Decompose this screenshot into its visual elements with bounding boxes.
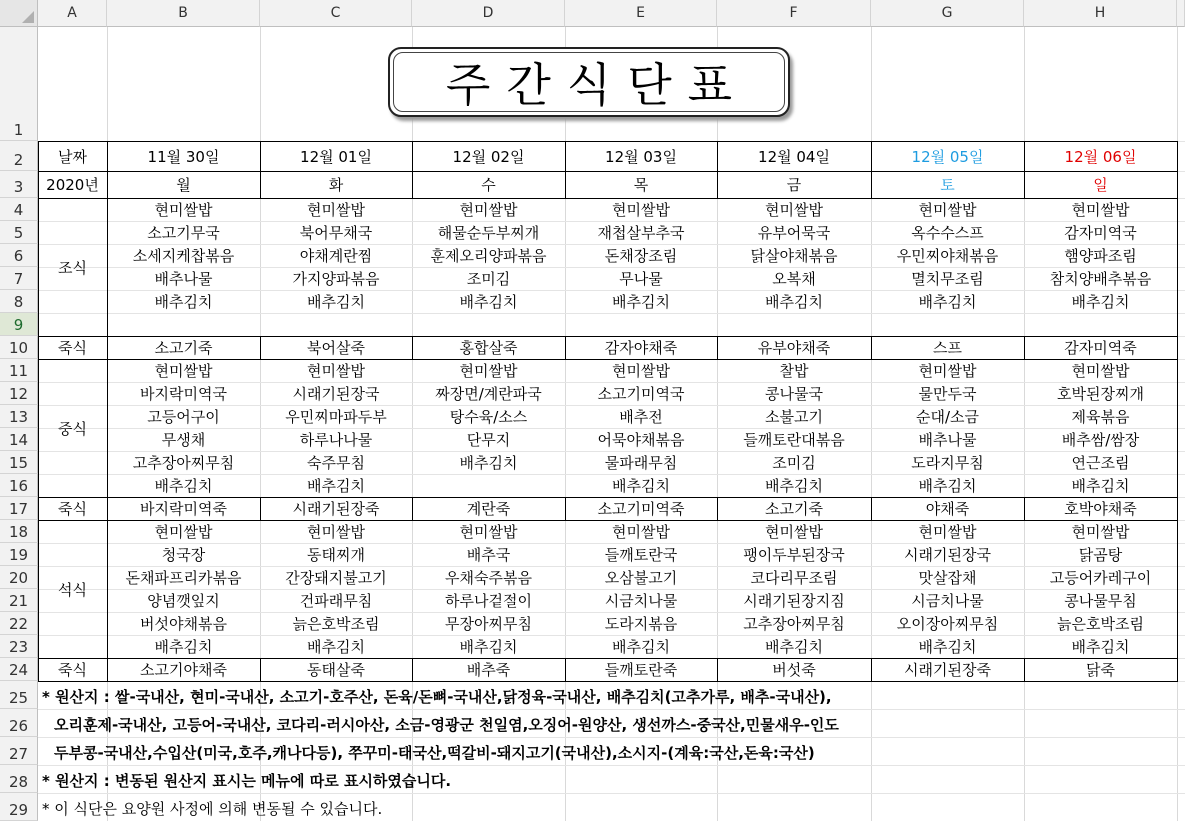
menu-cell[interactable]: 배추김치 (154, 293, 213, 311)
menu-cell[interactable]: 들깨토란죽 (604, 661, 678, 679)
menu-cell[interactable]: 유부야채죽 (757, 339, 831, 357)
menu-cell[interactable]: 소고기죽 (765, 500, 823, 518)
row-header[interactable]: 10 (0, 336, 38, 359)
menu-cell[interactable]: 배추국 (466, 546, 511, 564)
menu-cell[interactable]: 현미쌀밥 (612, 523, 670, 541)
meal-label[interactable]: 죽식 (58, 500, 87, 518)
menu-cell[interactable]: 북어무채국 (299, 224, 373, 242)
column-header[interactable]: E (565, 0, 717, 27)
menu-cell[interactable]: 우민찌마파두부 (285, 408, 387, 426)
row-header[interactable]: 20 (0, 566, 38, 589)
menu-cell[interactable]: 양념깻잎지 (147, 592, 220, 610)
table-border (38, 681, 1178, 682)
origin-note[interactable]: 오리훈제-국내산, 고등어-국내산, 코다리-러시아산, 소금-영광군 천일염,오징어-원양산, 생선까스-중국산,민물새우-인도 (54, 716, 839, 734)
meal-label[interactable]: 조식 (58, 258, 87, 277)
menu-cell[interactable]: 시래기된장지짐 (743, 592, 845, 610)
menu-cell[interactable]: 옥수수스프 (911, 224, 984, 242)
menu-cell[interactable]: 현미쌀밥 (765, 201, 823, 219)
row-header[interactable]: 28 (0, 765, 38, 793)
menu-cell[interactable]: 조미김 (772, 454, 816, 472)
row-header[interactable]: 14 (0, 428, 38, 451)
weekday-cell[interactable]: 토 (940, 176, 955, 194)
origin-note[interactable]: * 이 식단은 요양원 사정에 의해 변동될 수 있습니다. (42, 800, 383, 818)
menu-cell[interactable]: 닭죽 (1086, 661, 1115, 679)
menu-cell[interactable]: 어묵야채볶음 (597, 431, 685, 449)
select-all-corner[interactable] (0, 0, 38, 27)
menu-cell[interactable] (260, 313, 412, 336)
menu-cell[interactable]: 늙은호박조림 (292, 615, 380, 633)
menu-cell[interactable]: 배추김치 (1071, 638, 1130, 656)
menu-cell[interactable]: 오삼불고기 (604, 569, 678, 587)
menu-cell[interactable]: 야채죽 (925, 500, 970, 518)
menu-cell[interactable]: 현미쌀밥 (765, 523, 823, 541)
menu-cell[interactable] (565, 313, 717, 336)
menu-cell[interactable]: 배추김치 (918, 293, 977, 311)
menu-cell[interactable]: 하루나겉절이 (445, 592, 532, 610)
table-border (1177, 658, 1178, 682)
date-label[interactable]: 날짜 (58, 147, 87, 166)
year-label[interactable]: 2020년 (46, 176, 99, 194)
menu-cell[interactable]: 오복채 (772, 270, 816, 288)
menu-cell[interactable]: 배추김치 (154, 638, 213, 656)
row-header[interactable]: 8 (0, 290, 38, 313)
column-header[interactable]: A (38, 0, 107, 27)
row-header[interactable]: 4 (0, 198, 38, 221)
menu-cell[interactable]: 해물순두부찌개 (437, 224, 540, 242)
row-header[interactable]: 19 (0, 543, 38, 566)
table-border (1177, 497, 1178, 521)
menu-cell[interactable]: 도라지무침 (911, 454, 984, 472)
gridline (38, 793, 1185, 794)
row-header[interactable]: 27 (0, 737, 38, 765)
menu-cell[interactable]: 배추김치 (765, 293, 823, 311)
menu-cell[interactable]: 들깨토란대볶음 (743, 431, 845, 449)
origin-note[interactable]: * 원산지 : 변동된 원산지 표시는 메뉴에 따로 표시하였습니다. (42, 772, 452, 790)
gridline (38, 709, 1185, 710)
menu-cell[interactable]: 물파래무침 (604, 454, 678, 472)
menu-cell[interactable]: 배추전 (619, 408, 663, 426)
menu-cell[interactable]: 시래기된장국 (904, 546, 991, 564)
date-cell[interactable]: 12월 02일 (452, 147, 525, 166)
menu-cell[interactable]: 청국장 (161, 546, 206, 564)
menu-cell[interactable]: 닭곰탕 (1078, 546, 1123, 564)
menu-cell[interactable]: 늙은호박조림 (1057, 615, 1144, 633)
column-header-filler (1177, 0, 1185, 27)
menu-cell[interactable]: 현미쌀밥 (307, 523, 365, 541)
menu-cell[interactable]: 버섯야채볶음 (140, 615, 227, 633)
menu-cell[interactable]: 건파래무침 (299, 592, 373, 610)
menu-cell[interactable] (107, 313, 260, 336)
menu-cell[interactable]: 바지락미역죽 (140, 500, 227, 518)
menu-cell[interactable]: 호박야채죽 (1064, 500, 1137, 518)
origin-note[interactable]: * 원산지 : 쌀-국내산, 현미-국내산, 소고기-호주산, 돈육/돈뼈-국내산,닭정육-국내산, 배추김치(고추가루, 배추-국내산), (42, 688, 832, 706)
row-header[interactable]: 7 (0, 267, 38, 290)
row-header[interactable]: 12 (0, 382, 38, 405)
row-header[interactable]: 18 (0, 520, 38, 543)
menu-cell[interactable]: 소고기미역죽 (597, 500, 685, 518)
row-header[interactable]: 29 (0, 793, 38, 821)
meal-label[interactable]: 중식 (58, 419, 87, 438)
menu-cell[interactable]: 탕수육/소스 (449, 408, 528, 426)
row-header[interactable]: 22 (0, 612, 38, 635)
menu-cell[interactable]: 배추김치 (765, 638, 823, 656)
menu-cell[interactable]: 배추김치 (459, 638, 518, 656)
menu-cell[interactable]: 호박된장찌개 (1057, 385, 1144, 403)
row-header[interactable]: 15 (0, 451, 38, 474)
menu-cell[interactable]: 연근조림 (1071, 454, 1130, 472)
menu-cell[interactable]: 배추김치 (612, 293, 670, 311)
menu-cell[interactable]: 콩나물국 (765, 385, 823, 403)
menu-cell[interactable]: 현미쌀밥 (1071, 523, 1130, 541)
menu-cell[interactable]: 고등어구이 (147, 408, 220, 426)
menu-cell[interactable]: 닭살야채볶음 (750, 247, 838, 265)
table-border (1177, 336, 1178, 360)
menu-cell[interactable] (412, 313, 565, 336)
menu-cell[interactable]: 배추김치 (612, 638, 670, 656)
table-border (1177, 141, 1178, 199)
menu-cell[interactable]: 북어살죽 (307, 339, 365, 357)
weekday-cell[interactable]: 일 (1093, 176, 1108, 194)
menu-cell[interactable]: 배추김치 (1071, 293, 1130, 311)
menu-cell[interactable]: 감자야채죽 (604, 339, 678, 357)
row-header[interactable]: 2 (0, 141, 38, 171)
menu-cell[interactable]: 현미쌀밥 (154, 362, 213, 380)
menu-cell[interactable]: 현미쌀밥 (154, 201, 213, 219)
menu-cell[interactable]: 감자미역죽 (1064, 339, 1137, 357)
menu-cell[interactable]: 도라지볶음 (604, 615, 678, 633)
menu-cell[interactable]: 현미쌀밥 (307, 362, 365, 380)
menu-cell[interactable]: 돈채장조림 (604, 247, 678, 265)
meal-label[interactable]: 석식 (58, 580, 87, 599)
weekday-cell[interactable]: 화 (328, 176, 344, 194)
table-border (1177, 520, 1178, 659)
menu-cell[interactable]: 배추김치 (765, 477, 823, 495)
menu-cell[interactable]: 순대/소금 (915, 408, 979, 426)
menu-cell[interactable]: 가지양파볶음 (292, 270, 380, 288)
menu-cell[interactable]: 무생채 (161, 431, 206, 449)
menu-cell[interactable]: 하루나나물 (299, 431, 373, 449)
row-header[interactable]: 9 (0, 313, 38, 336)
menu-cell[interactable]: 팽이두부된장국 (743, 546, 845, 564)
menu-cell[interactable]: 배추김치 (154, 477, 213, 495)
menu-cell[interactable]: 참치양배추볶음 (1049, 270, 1152, 288)
meal-label[interactable]: 죽식 (58, 661, 87, 679)
menu-cell[interactable]: 현미쌀밥 (918, 362, 977, 380)
menu-cell[interactable]: 현미쌀밥 (154, 523, 213, 541)
menu-cell[interactable]: 유부어묵국 (757, 224, 831, 242)
menu-cell[interactable]: 배추김치 (918, 477, 977, 495)
menu-cell[interactable]: 들깨토란국 (604, 546, 678, 564)
menu-cell[interactable]: 무나물 (619, 270, 663, 288)
menu-cell[interactable]: 맛살잡채 (918, 569, 977, 587)
menu-cell[interactable]: 동태살죽 (307, 661, 365, 679)
row-header[interactable]: 5 (0, 221, 38, 244)
menu-cell[interactable]: 시래기된장죽 (292, 500, 380, 518)
menu-cell[interactable]: 배추김치 (307, 638, 365, 656)
menu-cell[interactable]: 단무지 (466, 431, 511, 449)
menu-cell[interactable]: 콩나물무침 (1064, 592, 1137, 610)
menu-cell[interactable]: 동태찌개 (307, 546, 365, 564)
menu-cell[interactable]: 시래기된장죽 (904, 661, 991, 679)
menu-cell[interactable]: 감자미역국 (1064, 224, 1137, 242)
gridline (38, 737, 1185, 738)
menu-cell[interactable]: 고추장아찌무침 (743, 615, 845, 633)
menu-cell[interactable]: 제육볶음 (1071, 408, 1130, 426)
menu-cell[interactable]: 현미쌀밥 (459, 362, 518, 380)
weekday-cell[interactable]: 수 (481, 176, 496, 194)
menu-cell[interactable]: 짜장면/계란파국 (435, 385, 542, 403)
column-header[interactable]: B (107, 0, 260, 27)
meal-label[interactable]: 죽식 (58, 339, 87, 357)
menu-cell[interactable]: 시금치나물 (911, 592, 984, 610)
menu-cell[interactable]: 현미쌀밥 (459, 201, 518, 219)
weekday-cell[interactable]: 금 (786, 176, 802, 194)
menu-cell[interactable]: 찰밥 (779, 362, 809, 380)
row-header[interactable]: 6 (0, 244, 38, 267)
date-cell[interactable]: 11월 30일 (147, 147, 220, 166)
row-header[interactable]: 17 (0, 497, 38, 520)
row-header[interactable]: 3 (0, 171, 38, 198)
menu-cell[interactable]: 바지락미역국 (140, 385, 227, 403)
menu-cell[interactable]: 현미쌀밥 (612, 362, 670, 380)
row-header[interactable]: 16 (0, 474, 38, 497)
row-header[interactable]: 25 (0, 681, 38, 709)
date-cell[interactable]: 12월 05일 (911, 147, 984, 166)
menu-cell[interactable]: 시래기된장국 (292, 385, 380, 403)
row-header[interactable]: 24 (0, 658, 38, 681)
menu-cell[interactable]: 오이장아찌무침 (896, 615, 999, 633)
row-header[interactable]: 23 (0, 635, 38, 658)
menu-cell[interactable]: 현미쌀밥 (1071, 362, 1130, 380)
column-header[interactable]: G (871, 0, 1024, 27)
menu-cell[interactable]: 배추쌈/쌈장 (1061, 431, 1140, 449)
menu-cell[interactable] (717, 313, 871, 336)
menu-cell[interactable]: 물만두국 (918, 385, 977, 403)
menu-cell[interactable]: 우채숙주볶음 (445, 569, 532, 587)
row-header[interactable]: 21 (0, 589, 38, 612)
row-header[interactable]: 13 (0, 405, 38, 428)
menu-cell[interactable]: 소불고기 (765, 408, 823, 426)
menu-cell[interactable]: 배추김치 (307, 477, 365, 495)
menu-cell[interactable]: 소고기야채죽 (140, 661, 227, 679)
menu-cell[interactable]: 소고기무국 (147, 224, 220, 242)
menu-cell[interactable]: 소세지케찹볶음 (132, 247, 235, 265)
row-header[interactable]: 11 (0, 359, 38, 382)
origin-note[interactable]: 두부콩-국내산,수입산(미국,호주,캐나다등), 쭈꾸미-태국산,떡갈비-돼지고기(국내산),소시지-(계육:국산,돈육:국산) (54, 744, 815, 762)
menu-cell[interactable]: 현미쌀밥 (307, 201, 365, 219)
table-border (1177, 359, 1178, 498)
menu-cell[interactable]: 배추죽 (466, 661, 511, 679)
menu-cell[interactable]: 멸치무조림 (911, 270, 984, 288)
menu-cell[interactable]: 재첩살부추국 (597, 224, 685, 242)
menu-cell[interactable]: 배추김치 (918, 638, 977, 656)
menu-cell[interactable]: 배추김치 (612, 477, 670, 495)
menu-cell[interactable]: 훈제오리양파볶음 (430, 247, 547, 265)
menu-cell[interactable]: 배추김치 (307, 293, 365, 311)
date-cell[interactable]: 12월 04일 (758, 147, 830, 166)
menu-cell[interactable]: 간장돼지불고기 (285, 569, 387, 587)
menu-cell[interactable]: 시금치나물 (604, 592, 678, 610)
menu-cell[interactable]: 홍합살죽 (459, 339, 518, 357)
menu-cell[interactable]: 무장아찌무침 (445, 615, 532, 633)
menu-cell[interactable]: 현미쌀밥 (459, 523, 518, 541)
page-title: 주간식단표 (445, 58, 749, 112)
weekday-cell[interactable]: 목 (633, 176, 649, 194)
column-header[interactable]: H (1024, 0, 1177, 27)
menu-cell[interactable] (412, 474, 565, 497)
weekday-cell[interactable]: 월 (176, 176, 191, 194)
menu-cell[interactable]: 계란죽 (466, 500, 511, 518)
menu-cell[interactable]: 고추장아찌무침 (132, 454, 235, 472)
date-cell[interactable]: 12월 03일 (605, 147, 677, 166)
menu-cell[interactable]: 우민찌야채볶음 (896, 247, 999, 265)
menu-cell[interactable]: 고등어카레구이 (1049, 569, 1152, 587)
date-cell[interactable]: 12월 01일 (300, 147, 372, 166)
menu-cell[interactable]: 햄양파조림 (1064, 247, 1137, 265)
row-header[interactable]: 1 (0, 27, 38, 141)
date-cell[interactable]: 12월 06일 (1064, 147, 1137, 166)
menu-cell[interactable]: 배추나물 (918, 431, 977, 449)
menu-cell[interactable]: 스프 (933, 339, 962, 357)
menu-cell[interactable]: 코다리무조림 (750, 569, 838, 587)
menu-cell[interactable]: 조미김 (466, 270, 511, 288)
menu-cell[interactable] (1024, 313, 1177, 336)
menu-cell[interactable]: 현미쌀밥 (918, 523, 977, 541)
row-header[interactable]: 26 (0, 709, 38, 737)
menu-cell[interactable]: 배추김치 (1071, 477, 1130, 495)
menu-cell[interactable]: 버섯죽 (772, 661, 816, 679)
menu-cell[interactable]: 소고기미역국 (597, 385, 685, 403)
column-header[interactable]: C (260, 0, 412, 27)
column-header[interactable]: D (412, 0, 565, 27)
gridline (38, 765, 1185, 766)
menu-cell[interactable] (871, 313, 1024, 336)
table-border (1177, 198, 1178, 337)
column-header[interactable]: F (717, 0, 871, 27)
menu-cell[interactable]: 숙주무침 (307, 454, 365, 472)
menu-cell[interactable]: 현미쌀밥 (1071, 201, 1130, 219)
menu-cell[interactable]: 배추김치 (459, 293, 518, 311)
menu-cell[interactable]: 돈채파프리카볶음 (125, 569, 242, 587)
menu-cell[interactable]: 현미쌀밥 (612, 201, 670, 219)
menu-cell[interactable]: 배추나물 (154, 270, 213, 288)
menu-cell[interactable]: 소고기죽 (154, 339, 213, 357)
menu-cell[interactable]: 야채계란찜 (299, 247, 373, 265)
title-shape[interactable] (388, 47, 790, 117)
menu-cell[interactable]: 배추김치 (459, 454, 518, 472)
menu-cell[interactable]: 현미쌀밥 (918, 201, 977, 219)
